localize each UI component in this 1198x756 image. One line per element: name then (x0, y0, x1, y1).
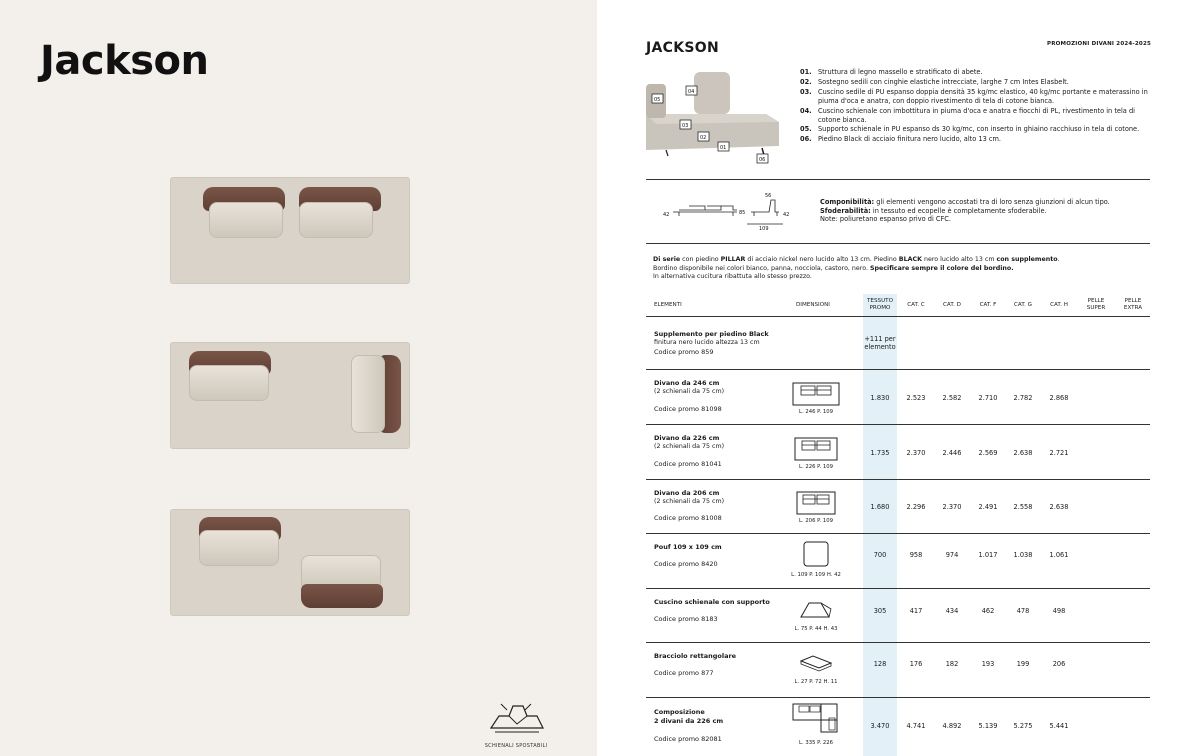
table-row: Cuscino schienale con supporto Codice promo 8183 L. 75 P. 44 H. 43 305 417 434 462 478 498 (646, 589, 1150, 643)
sofa-image-config-2 (170, 342, 410, 449)
callout-03: 03 (682, 123, 689, 129)
seat-cushion (199, 530, 279, 566)
spec-list (800, 68, 1155, 145)
dimension-drawing (659, 190, 799, 234)
dim-top: 56 (765, 193, 772, 199)
divider (646, 243, 1150, 244)
dim-h2: 85 (739, 210, 746, 216)
spec-item: 04. Cuscino schienale con imbottitura in piuma d'oca e anatra e fiocchi di PL, rivestimento in tela di cotone bianca. (800, 106, 1135, 124)
dim-h1: 42 (663, 212, 670, 218)
spec-item: 02. Sostegno sedili con cinghie elastiche intrecciate, larghe 7 cm Intes Elasbelt. (800, 77, 1069, 86)
table-row: Pouf 109 x 109 cm Codice promo 8420 L. 109 P. 109 H. 42 700 958 974 1.017 1.038 1.061 (646, 534, 1150, 589)
seat-cushion (209, 202, 283, 238)
promo-header: PROMOZIONI DIVANI 2024-2025 (1047, 41, 1151, 47)
movable-backrest-badge (475, 700, 557, 749)
left-page (0, 0, 597, 756)
movable-backrest-icon (487, 700, 545, 736)
spec-item: 01. Struttura di legno massello e stratificato di abete. (800, 68, 983, 76)
seat-cushion (351, 355, 385, 433)
sofa-diagram-icon (791, 381, 841, 407)
callout-04: 04 (688, 89, 695, 95)
product-title: Jackson (40, 38, 209, 84)
standard-notes: Di serie con piedino PILLAR di acciaio nickel nero lucido alto 13 cm. Piedino BLACK nero lucido alto 13 cm con supplemento. Bordino disponibile nei colori bianco, panna, nocciola, castoro, nero. Specificare sempre il colore del bordino. In alternativa cucitura ribattuta allo stesso prezzo. (653, 256, 1060, 280)
seat-cushion (299, 202, 373, 238)
cushion-diagram-icon (791, 597, 841, 623)
sofa-image-config-1 (170, 177, 410, 284)
sofa-diagram-icon (791, 490, 841, 516)
section-title: JACKSON (646, 40, 719, 56)
composition-diagram-icon (791, 702, 841, 734)
table-row: Bracciolo rettangolare Codice promo 877 L. 27 P. 72 H. 11 128 176 182 193 199 206 (646, 643, 1150, 698)
callout-05: 05 (654, 97, 661, 103)
table-row: Divano da 206 cm (2 schienali da 75 cm) Codice promo 81008 L. 206 P. 109 1.680 2.296 2.370 2.491 2.558 2.638 (646, 480, 1150, 534)
price-table (646, 294, 1150, 756)
callout-06: 06 (759, 157, 766, 163)
seat-cushion (189, 365, 269, 401)
dim-w: 109 (759, 226, 769, 232)
callout-02: 02 (700, 135, 707, 141)
armrest-diagram-icon (791, 651, 841, 677)
movable-backrest-label: SCHIENALI SPOSTABILI (484, 743, 548, 749)
divider (646, 179, 1150, 180)
pouf-diagram-icon (791, 541, 841, 567)
table-row: Supplemento per piedino Black finitura nero lucido altezza 13 cm Codice promo 859 +111 per elemento (646, 317, 1150, 370)
spec-item: 05. Supporto schienale in PU espanso ds 30 kg/mc, con inserto in ghiaino racchiuso in tela di cotone. (800, 125, 1140, 134)
dim-h3: 42 (783, 212, 790, 218)
callout-01: 01 (720, 145, 727, 151)
spec-item: 03. Cuscino sedile di PU espanso doppia densità 35 kg/mc elastico, 40 kg/mc portante e materassino in piuma d'oca e anatra, con doppio rivestimento di tela di cotone bianca. (800, 87, 1148, 105)
table-row: Divano da 226 cm (2 schienali da 75 cm) Codice promo 81041 L. 226 P. 109 1.735 2.370 2.446 2.569 2.638 2.721 (646, 425, 1150, 480)
table-header: ELEMENTI DIMENSIONI TESSUTO PROMO CAT. C CAT. D CAT. F CAT. G CAT. H PELLE SUPER PELLE EXTRA (646, 294, 1150, 317)
composition-notes: Componibilità: gli elementi vengono accostati tra di loro senza giunzioni di alcun tipo. Sfoderabilità: in tessuto ed ecopelle è completamente sfoderabile. Note: poliuretano espanso privo di CFC. (820, 198, 1110, 224)
spec-item: 06. Piedino Black di acciaio finitura nero lucido, alto 13 cm. (800, 135, 1002, 144)
product-exploded-image (646, 66, 779, 166)
back-cushion (301, 584, 383, 608)
table-row: Composizione 2 divani da 226 cm Codice promo 82081 L. 335 P. 226 3.470 4.741 4.892 5.139 5.275 5.441 (646, 698, 1150, 756)
table-row: Divano da 246 cm (2 schienali da 75 cm) Codice promo 81098 L. 246 P. 109 1.830 2.523 2.582 2.710 2.782 2.868 (646, 370, 1150, 425)
sofa-diagram-icon (791, 436, 841, 462)
sofa-image-config-3 (170, 509, 410, 616)
